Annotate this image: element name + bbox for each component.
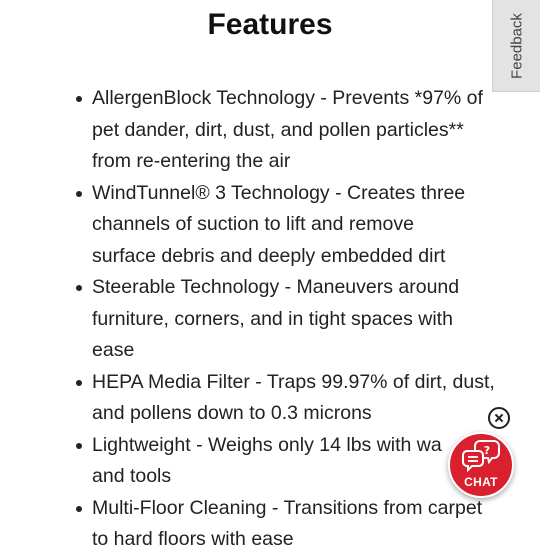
feature-line: AllergenBlock Technology - Prevents *97% of — [92, 87, 483, 109]
feature-line: pet dander, dirt, dust, and pollen particles** — [92, 118, 464, 141]
feature-line: Steerable Technology - Maneuvers around — [92, 276, 460, 298]
chat-bubbles-icon — [462, 440, 500, 472]
feature-line: surface debris and deeply embedded dirt — [92, 244, 446, 267]
feature-line: ease — [92, 339, 135, 361]
feature-line: Lightweight - Weighs only 14 lbs with wa — [92, 433, 442, 456]
feature-list — [92, 83, 512, 548]
feature-line: channels of suction to lift and remove — [92, 213, 414, 235]
chat-label: CHAT — [464, 475, 498, 489]
feature-line: and pollens down to 0.3 microns — [92, 402, 372, 424]
feature-item — [92, 493, 512, 548]
close-circle-icon[interactable] — [488, 407, 510, 429]
bullet-icon — [76, 285, 82, 291]
feature-item — [92, 178, 512, 273]
feature-line: from re-entering the air — [92, 150, 291, 172]
feature-line: HEPA Media Filter - Traps 99.97% of dirt, dust, — [92, 370, 495, 393]
feature-item — [92, 83, 512, 178]
feature-line: Multi-Floor Cleaning - Transitions from carpet — [92, 496, 483, 519]
bullet-icon — [76, 96, 82, 102]
feature-line: furniture, corners, and in tight spaces with — [92, 307, 453, 330]
svg-text:?: ? — [483, 444, 491, 457]
bullet-icon — [76, 191, 82, 197]
bullet-icon — [76, 443, 82, 449]
feature-line: and tools — [92, 465, 172, 487]
feature-item — [92, 367, 512, 430]
feature-item — [92, 272, 512, 367]
feedback-label: Feedback — [508, 12, 525, 79]
bullet-icon — [76, 380, 82, 386]
chat-button[interactable] — [448, 432, 514, 498]
feature-line: to hard floors with ease — [92, 528, 294, 548]
feature-line: WindTunnel® 3 Technology - Creates three — [92, 181, 466, 204]
page-title: Features — [207, 8, 333, 41]
bullet-icon — [76, 506, 82, 512]
feedback-tab[interactable] — [492, 0, 540, 92]
